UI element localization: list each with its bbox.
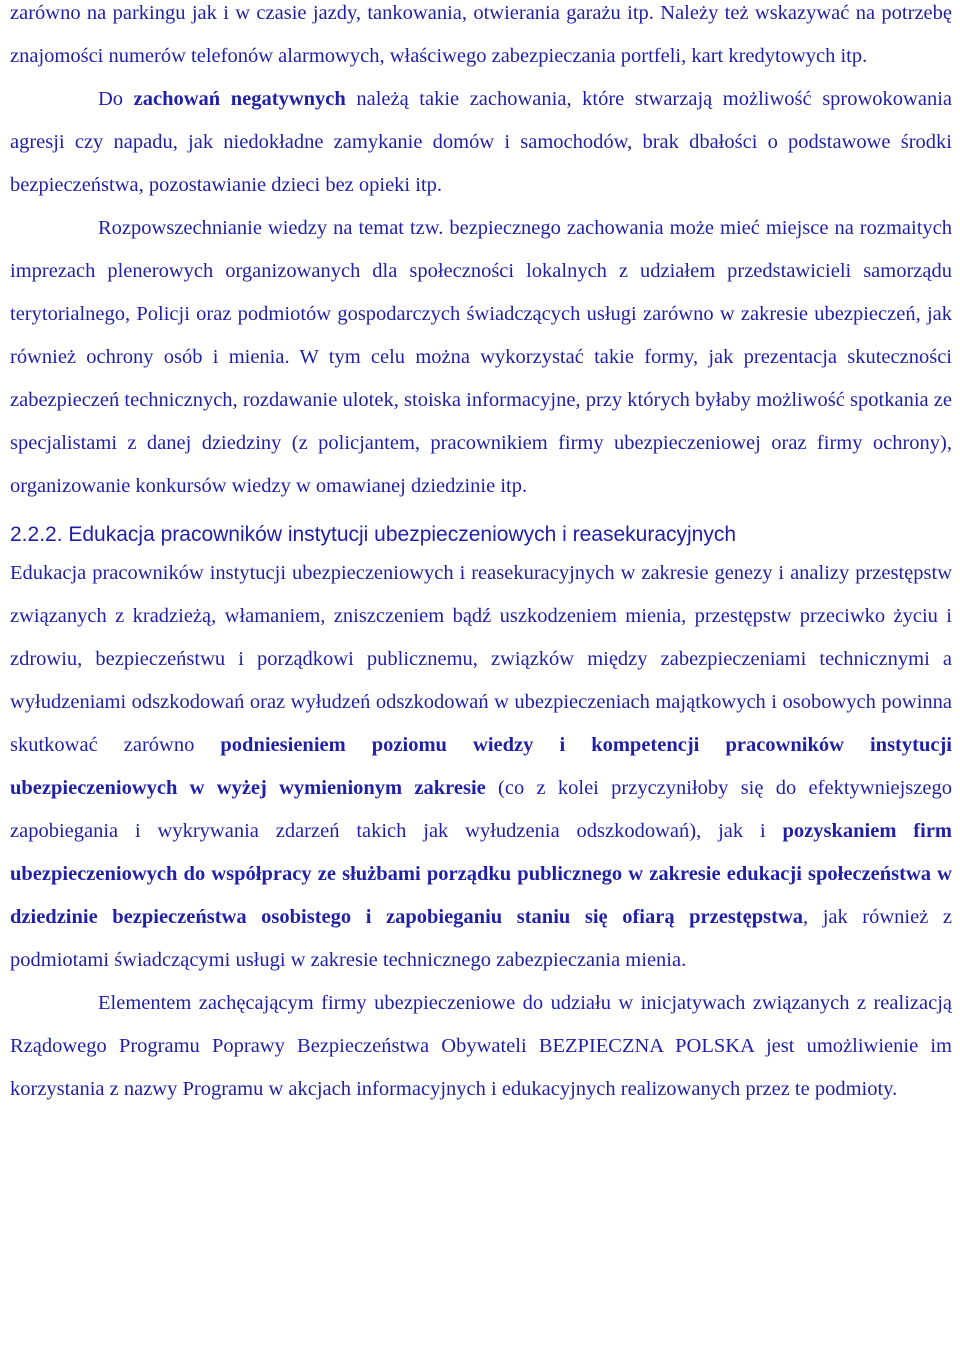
paragraph-insurance-staff-education <box>10 552 952 982</box>
paragraph-safety-behaviors-text: zarówno na parkingu jak i w czasie jazdy, tankowania, otwierania garażu itp. Należy też wskazywać na potrzebę znajomości numerów telefonów alarmowych, właściwego zabezpieczania portfeli, kart kredytowych itp. <box>10 2 952 67</box>
paragraph-negative-behaviors-post: należą takie zachowania, które stwarzają możliwość sprowokowania agresji czy napadu, jak niedokładne zamykanie domów i samochodów, brak dbałości o podstawowe środki bezpieczeństwa, pozostawianie dzieci bez opieki itp. <box>10 88 952 196</box>
paragraph-insurance-bold-1: podniesieniem poziomu wiedzy i kompetencji pracowników instytucji ubezpieczeniowych w wyżej wymienionym zakresie <box>10 734 952 799</box>
paragraph-insurance-bold-2: pozyskaniem firm ubezpieczeniowych do współpracy ze służbami porządku publicznego w zakresie edukacji społeczeństwa w dziedzinie bezpieczeństwa osobistego i zapobieganiu staniu się ofiarą przestępstwa <box>10 820 952 928</box>
paragraph-negative-behaviors <box>10 78 952 207</box>
paragraph-insurance-text-2: (co z kolei przyczyniłoby się do efektywniejszego zapobiegania i wykrywania zdarzeń takich jak wyłudzenia odszkodowań), jak i <box>10 777 952 842</box>
paragraph-negative-behaviors-pre: Do <box>98 88 134 110</box>
paragraph-insurance-text-1: Edukacja pracowników instytucji ubezpieczeniowych i reasekuracyjnych w zakresie genezy i analizy przestępstw związanych z kradzieżą, włamaniem, zniszczeniem bądź uszkodzeniem mienia, przestępstw przeciwko życiu i zdrowiu, bezpieczeństwu i porządkowi publicznemu, związków między zabezpieczeniami technicznymi a wyłudzeniami odszkodowań oraz wyłudzeń odszkodowań w ubezpieczeniach majątkowych i osobowych powinna skutkować zarówno <box>10 562 952 756</box>
paragraph-incentive <box>10 982 952 1111</box>
paragraph-insurance-text-3: , jak również z podmiotami świadczącymi usługi w zakresie technicznego zabezpieczania mienia. <box>10 906 952 971</box>
paragraph-safety-behaviors <box>10 0 952 78</box>
section-heading: 2.2.2. Edukacja pracowników instytucji ubezpieczeniowych i reasekuracyjnych <box>10 523 737 546</box>
negative-behaviors-term: zachowań negatywnych <box>133 88 346 110</box>
paragraph-knowledge-spreading-text: Rozpowszechnianie wiedzy na temat tzw. bezpiecznego zachowania może mieć miejsce na rozmaitych imprezach plenerowych organizowanych dla społeczności lokalnych z udziałem przedstawicieli samorządu terytorialnego, Policji oraz podmiotów gospodarczych świadczących usługi zarówno w zakresie ubezpieczeń, jak również ochrony osób i mienia. W tym celu można wykorzystać takie formy, jak prezentacja skuteczności zabezpieczeń technicznych, rozdawanie ulotek, stoiska informacyjne, przy których byłaby możliwość spotkania ze specjalistami z danej dziedziny (z policjantem, pracownikiem firmy ubezpieczeniowej oraz firmy ochrony), organizowanie konkursów wiedzy w omawianej dziedzinie itp. <box>10 217 952 497</box>
document-page <box>10 0 952 1111</box>
paragraph-incentive-text: Elementem zachęcającym firmy ubezpieczeniowe do udziału w inicjatywach związanych z realizacją Rządowego Programu Poprawy Bezpieczeństwa Obywateli BEZPIECZNA POLSKA jest umożliwienie im korzystania z nazwy Programu w akcjach informacyjnych i edukacyjnych realizowanych przez te podmioty. <box>10 992 952 1100</box>
paragraph-knowledge-spreading <box>10 207 952 508</box>
